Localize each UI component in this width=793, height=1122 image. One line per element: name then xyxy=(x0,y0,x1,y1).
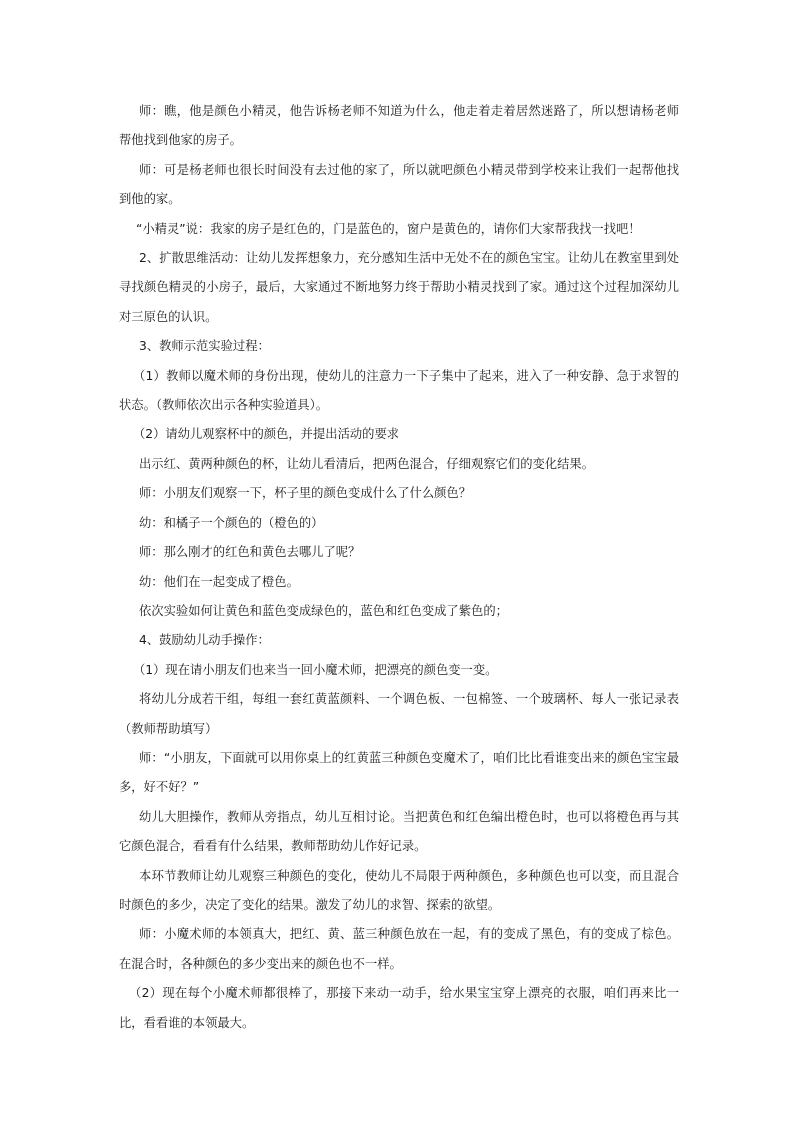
paragraph-step-2-divergent-thinking: 2、扩散思维活动：让幼儿发挥想象力，充分感知生活中无处不在的颜色宝宝。让幼儿在教室里到处寻找颜色精灵的小房子，最后，大家通过不断地努力终于帮助小精灵找到了家。通过这个过程加深幼儿对三原色的认识。 xyxy=(119,251,679,324)
paragraph-step-3-2-observe-cups: （2）请幼儿观察杯中的颜色，并提出活动的要求 xyxy=(133,427,400,442)
document-body xyxy=(119,97,679,1038)
paragraph-teacher-skills-praise: 师：小魔术师的本领真大，把红、黄、蓝三种颜色放在一起，有的变成了黑色，有的变成了棕色。在混合时，各种颜色的多少变出来的颜色也不一样。 xyxy=(119,927,679,971)
paragraph-child-answer-orange: 幼：和橘子一个颜色的（橙色的） xyxy=(139,515,324,530)
paragraph-step-4-2-fruit-clothes: （2）现在每个小魔术师都很棒了，那接下来动一动手，给水果宝宝穿上漂亮的衣服，咱们再来比一比，看看谁的本领最大。 xyxy=(119,986,679,1030)
paragraph-step-4-1-little-magician: （1）现在请小朋友们也来当一回小魔术师，把漂亮的颜色变一变。 xyxy=(133,662,498,677)
paragraph-teacher-question-color: 师：小朋友们观察一下，杯子里的颜色变成什么了什么颜色？ xyxy=(139,486,472,501)
paragraph-teacher-bring-spirit: 师：可是杨老师也很长时间没有去过他的家了，所以就吧颜色小精灵带到学校来让我们一起帮他找到他的家。 xyxy=(119,162,679,207)
paragraph-teacher-magic-prompt: 师：“小朋友，下面就可以用你桌上的红黄蓝三种颜色变魔术了，咱们比比看谁变出来的颜色宝宝最多，好不好？” xyxy=(119,750,679,795)
paragraph-show-red-yellow: 出示红、黄两种颜色的杯，让幼儿看清后，把两色混合，仔细观察它们的变化结果。 xyxy=(139,456,594,471)
paragraph-experiment-green-purple: 依次实验如何让黄色和蓝色变成绿色的，蓝色和红色变成了紫色的； xyxy=(139,603,508,618)
paragraph-spirit-house-description: “小精灵”说：我家的房子是红色的，门是蓝色的，窗户是黄色的，请你们大家帮我找一找吧！ xyxy=(136,221,641,236)
paragraph-step-3-1-magician: （1）教师以魔术师的身份出现，使幼儿的注意力一下子集中了起来，进入了一种安静、急于求智的状态。（教师依次出示各种实验道具）。 xyxy=(119,368,679,413)
paragraph-step-4-heading: 4、鼓励幼儿动手操作： xyxy=(139,633,270,648)
paragraph-section-summary: 本环节教师让幼儿观察三种颜色的变化，使幼儿不局限于两种颜色，多种颜色也可以变，而且混合时颜色的多少，决定了变化的结果。激发了幼儿的求智、探索的欲望。 xyxy=(119,868,679,912)
paragraph-step-3-heading: 3、教师示范实验过程： xyxy=(139,339,270,354)
paragraph-teacher-spirit-lost: 师：瞧，他是颜色小精灵，他告诉杨老师不知道为什么，他走着走着居然迷路了，所以想请杨老师帮他找到他家的房子。 xyxy=(119,104,679,148)
paragraph-children-operate: 幼儿大胆操作，教师从旁指点，幼儿互相讨论。当把黄色和红色编出橙色时，也可以将橙色再与其它颜色混合，看看有什么结果，教师帮助幼儿作好记录。 xyxy=(119,809,679,854)
paragraph-child-became-orange: 幼：他们在一起变成了橙色。 xyxy=(139,574,299,589)
paragraph-group-materials: 将幼儿分成若干组，每组一套红黄蓝颜料、一个调色板、一包棉签、一个玻璃杯、每人一张记录表（教师帮助填写） xyxy=(119,692,679,736)
paragraph-teacher-where-colors: 师：那么刚才的红色和黄色去哪儿了呢？ xyxy=(139,545,361,560)
